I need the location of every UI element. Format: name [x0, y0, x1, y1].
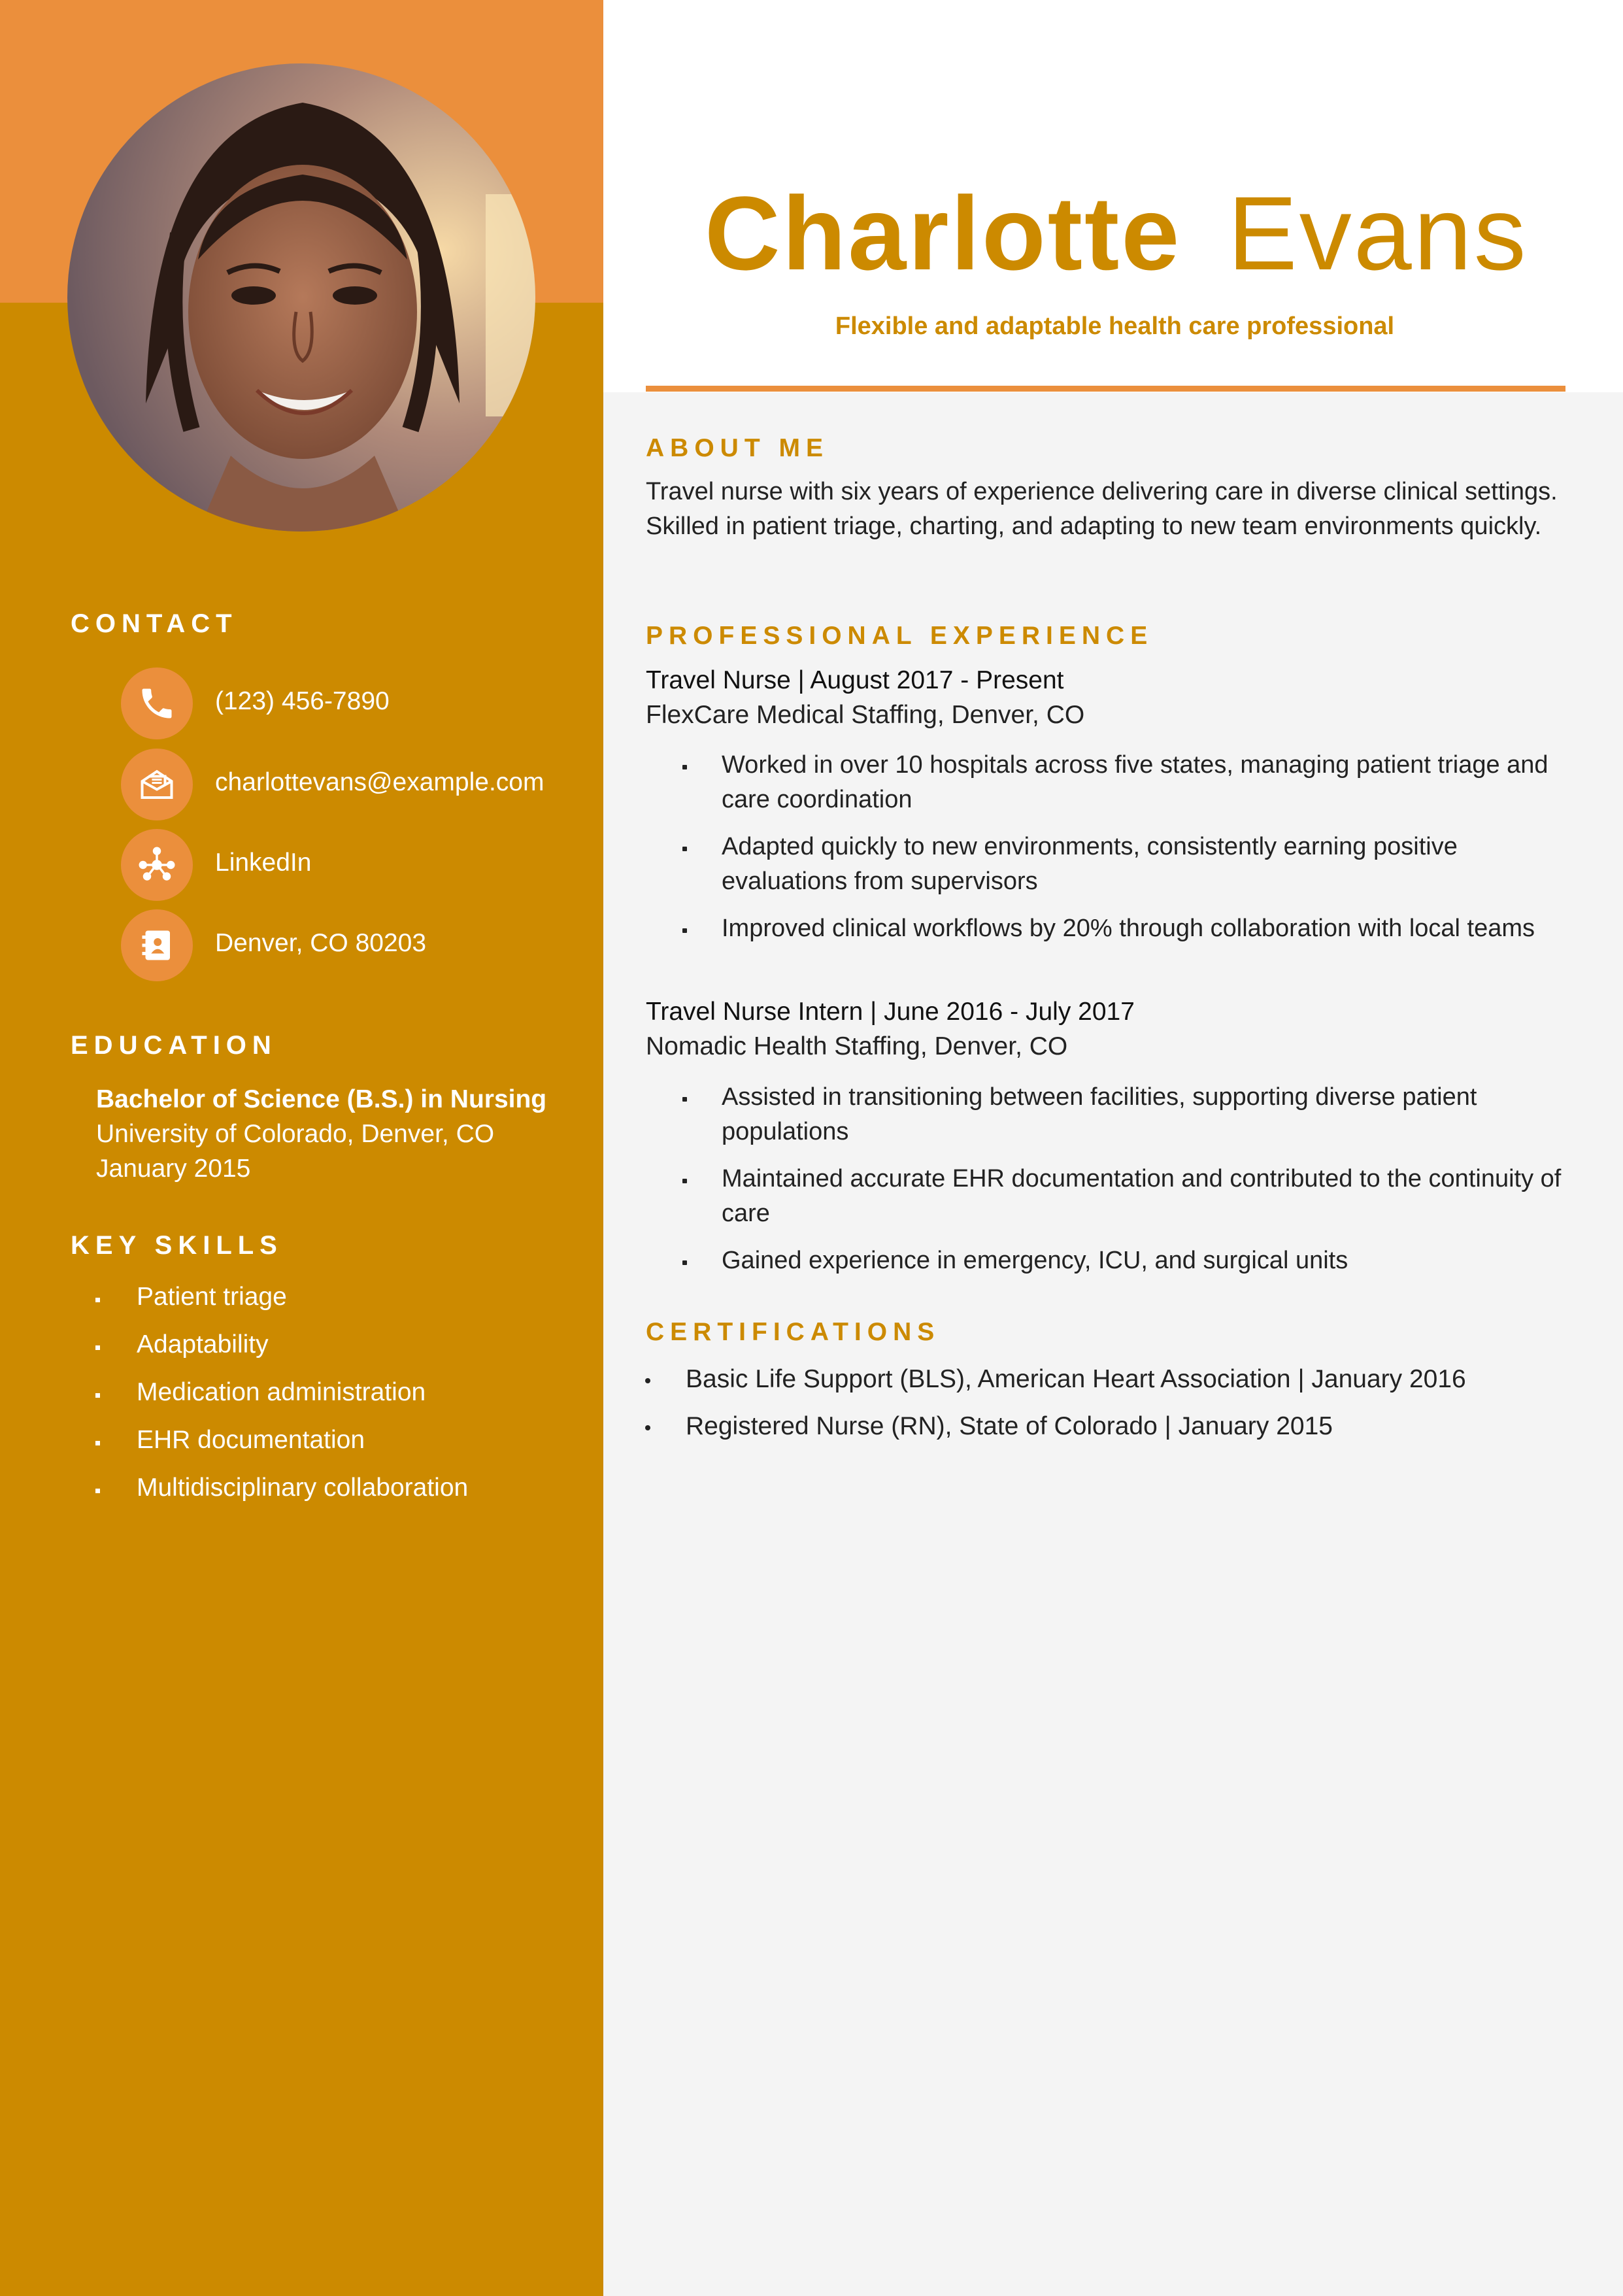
bullet-icon — [95, 1441, 100, 1445]
tagline: Flexible and adaptable health care professional — [835, 312, 1395, 340]
skill-item — [90, 1378, 468, 1426]
job-bullet — [680, 830, 1575, 899]
bullet-text: Worked in over 10 hospitals across five states, managing patient triage and care coordination — [722, 751, 1548, 813]
education-date: January 2015 — [96, 1155, 251, 1183]
skill-label: Medication administration — [137, 1378, 426, 1406]
certification-item — [644, 1409, 1572, 1443]
address-text: Denver, CO 80203 — [215, 929, 427, 957]
experience-heading: PROFESSIONAL EXPERIENCE — [646, 622, 1154, 650]
job-company: FlexCare Medical Staffing, Denver, CO — [646, 701, 1085, 729]
email-text: charlottevans@example.com — [215, 768, 544, 796]
name-heading — [0, 173, 1623, 291]
phone-icon — [121, 667, 193, 739]
bullet-icon — [682, 928, 687, 933]
bullet-text: Improved clinical workflows by 20% through collaboration with local teams — [722, 915, 1535, 942]
job-company: Nomadic Health Staffing, Denver, CO — [646, 1032, 1068, 1060]
bullet-text: Gained experience in emergency, ICU, and surgical units — [722, 1247, 1348, 1274]
contact-phone[interactable] — [121, 667, 578, 739]
skills-list — [90, 1283, 468, 1521]
job-bullets — [680, 748, 1575, 958]
bullet-icon — [95, 1298, 100, 1302]
about-text: Travel nurse with six years of experience delivering care in diverse clinical settings. Skilled in patient triage, charting, and adapting to new team environments quickly. — [646, 478, 1558, 540]
contact-linkedin[interactable] — [121, 829, 578, 901]
job-bullets — [680, 1080, 1575, 1291]
skill-label: Patient triage — [137, 1283, 287, 1311]
certifications-heading: CERTIFICATIONS — [646, 1318, 941, 1346]
bullet-icon — [95, 1393, 100, 1398]
certification-item — [644, 1362, 1572, 1396]
skills-heading: KEY SKILLS — [71, 1231, 283, 1260]
bullet-icon — [645, 1378, 650, 1383]
job-bullet — [680, 748, 1575, 817]
address-book-icon — [121, 909, 193, 981]
contact-address[interactable] — [121, 909, 578, 981]
skill-label: EHR documentation — [137, 1426, 365, 1454]
bullet-icon — [95, 1489, 100, 1493]
bullet-text: Assisted in transitioning between facilities, supporting diverse patient populations — [722, 1083, 1477, 1145]
skill-item — [90, 1426, 468, 1474]
bullet-icon — [682, 1260, 687, 1265]
bullet-icon — [682, 1097, 687, 1102]
certification-text: Basic Life Support (BLS), American Heart Association | January 2016 — [686, 1365, 1466, 1393]
skill-label: Multidisciplinary collaboration — [137, 1474, 469, 1502]
bullet-text: Maintained accurate EHR documentation and contributed to the continuity of care — [722, 1165, 1562, 1227]
bullet-text: Adapted quickly to new environments, consistently earning positive evaluations from supervisors — [722, 833, 1458, 895]
certification-text: Registered Nurse (RN), State of Colorado | January 2015 — [686, 1412, 1333, 1440]
job-bullet — [680, 1080, 1575, 1149]
skill-item — [90, 1474, 468, 1521]
education-degree: Bachelor of Science (B.S.) in Nursing — [96, 1085, 547, 1113]
certifications-list — [644, 1362, 1572, 1456]
skill-item — [90, 1283, 468, 1330]
job-title: Travel Nurse Intern | June 2016 - July 2017 — [646, 998, 1135, 1026]
skill-label: Adaptability — [137, 1330, 269, 1359]
bullet-icon — [682, 1179, 687, 1183]
job-title: Travel Nurse | August 2017 - Present — [646, 666, 1064, 694]
education-school: University of Colorado, Denver, CO — [96, 1120, 495, 1148]
network-icon — [121, 829, 193, 901]
profile-photo — [67, 63, 535, 532]
contact-heading: CONTACT — [71, 609, 238, 638]
bullet-icon — [682, 847, 687, 851]
job-bullet — [680, 1243, 1575, 1278]
contact-email[interactable] — [121, 749, 578, 820]
header-divider — [646, 386, 1565, 392]
education-heading: EDUCATION — [71, 1031, 277, 1060]
bullet-icon — [682, 765, 687, 769]
linkedin-text: LinkedIn — [215, 849, 312, 877]
about-heading: ABOUT ME — [646, 434, 829, 462]
first-name: Charlotte — [705, 175, 1182, 292]
job-bullet — [680, 1162, 1575, 1231]
bullet-icon — [645, 1425, 650, 1430]
email-icon — [121, 749, 193, 820]
phone-text: (123) 456-7890 — [215, 687, 390, 715]
last-name: Evans — [1228, 175, 1528, 292]
skill-item — [90, 1330, 468, 1378]
job-bullet — [680, 911, 1575, 946]
bullet-icon — [95, 1345, 100, 1350]
